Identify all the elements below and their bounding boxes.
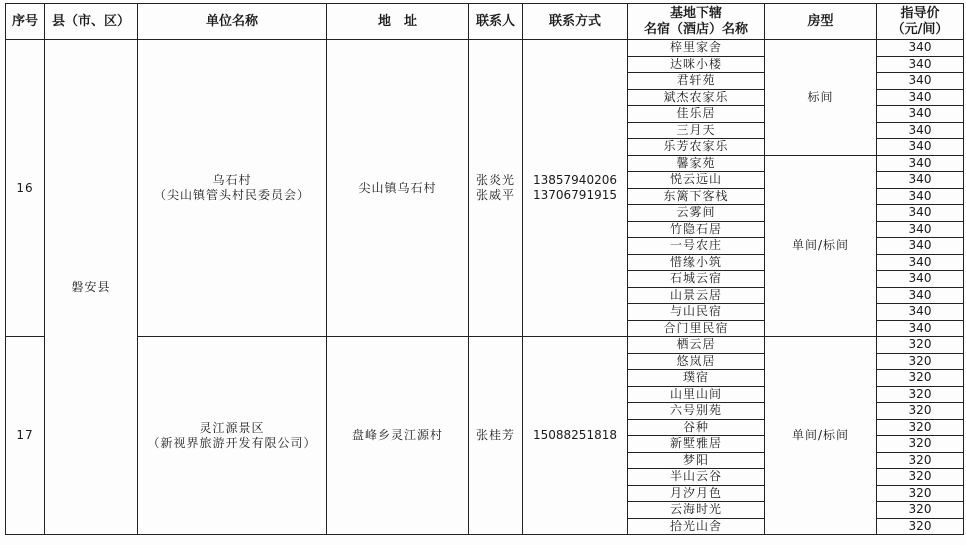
address-cell: 尖山镇乌石村: [327, 40, 469, 337]
price-cell: 340: [877, 139, 964, 156]
homestay-name-cell: 谷种: [628, 419, 765, 436]
price-cell: 340: [877, 254, 964, 271]
price-cell: 340: [877, 89, 964, 106]
header-price-line2: （元/间）: [891, 21, 949, 37]
price-cell: 340: [877, 238, 964, 255]
price-cell: 320: [877, 337, 964, 354]
price-cell: 340: [877, 56, 964, 73]
phone-cell: [523, 40, 628, 337]
unit-cell: [138, 40, 327, 337]
header-room-type: 房型: [765, 4, 877, 40]
price-cell: 320: [877, 353, 964, 370]
unit-subname: （尖山镇管头村民委员会）: [153, 188, 310, 202]
homestay-name-cell: 六号别苑: [628, 403, 765, 420]
table-body: [6, 40, 964, 535]
homestay-name-cell: 与山民宿: [628, 304, 765, 321]
price-cell: 340: [877, 221, 964, 238]
header-homestay-name: [628, 4, 765, 40]
contact-cell: [469, 40, 523, 337]
homestay-name-cell: 三月天: [628, 122, 765, 139]
homestay-name-cell: 达咪小楼: [628, 56, 765, 73]
phone-cell: [523, 337, 628, 535]
price-cell: 320: [877, 403, 964, 420]
homestay-name-cell: 璞宿: [628, 370, 765, 387]
homestay-name-cell: 竹隐石居: [628, 221, 765, 238]
homestay-name-cell: 拾光山舍: [628, 518, 765, 535]
homestay-name-cell: 合门里民宿: [628, 320, 765, 337]
price-cell: 340: [877, 287, 964, 304]
homestay-name-cell: 月汐月色: [628, 485, 765, 502]
header-homestay-line1: 基地下辖: [669, 5, 722, 21]
table-row: [6, 40, 964, 57]
homestay-name-cell: 栖云居: [628, 337, 765, 354]
phone-number-2: 13706791915: [533, 188, 617, 202]
homestay-price-table: [5, 3, 964, 535]
header-unit: 单位名称: [138, 4, 327, 40]
homestay-name-cell: 新墅雅居: [628, 436, 765, 453]
price-cell: 340: [877, 271, 964, 288]
homestay-name-cell: 佳乐居: [628, 106, 765, 123]
homestay-name-cell: 半山云谷: [628, 469, 765, 486]
homestay-name-cell: 云雾间: [628, 205, 765, 222]
unit-name: 乌石村: [212, 173, 252, 187]
table-row: [6, 337, 964, 354]
header-phone: 联系方式: [523, 4, 628, 40]
price-cell: 340: [877, 106, 964, 123]
county-cell: 磐安县: [45, 40, 138, 535]
price-cell: 340: [877, 40, 964, 57]
price-cell: 340: [877, 73, 964, 90]
homestay-name-cell: 梦阳: [628, 452, 765, 469]
price-cell: 320: [877, 518, 964, 535]
phone-number-1: 15088251818: [533, 428, 617, 442]
price-cell: 320: [877, 436, 964, 453]
price-cell: 340: [877, 155, 964, 172]
homestay-name-cell: 君轩苑: [628, 73, 765, 90]
homestay-name-cell: 惜缘小筑: [628, 254, 765, 271]
price-cell: 320: [877, 502, 964, 519]
header-contact: 联系人: [469, 4, 523, 40]
price-cell: 320: [877, 370, 964, 387]
price-cell: 320: [877, 386, 964, 403]
unit-subname: （新视界旅游开发有限公司）: [147, 435, 317, 450]
homestay-name-cell: 乐芳农家乐: [628, 139, 765, 156]
unit-name: 灵江源景区: [199, 420, 265, 435]
price-cell: 320: [877, 469, 964, 486]
homestay-name-cell: 山里山间: [628, 386, 765, 403]
unit-cell: [138, 337, 327, 535]
homestay-name-cell: 悠岚居: [628, 353, 765, 370]
price-cell: 340: [877, 122, 964, 139]
price-cell: 340: [877, 188, 964, 205]
homestay-name-cell: 山景云居: [628, 287, 765, 304]
address-cell: 盘峰乡灵江源村: [327, 337, 469, 535]
homestay-name-cell: 云海时光: [628, 502, 765, 519]
price-cell: 320: [877, 452, 964, 469]
contact-cell: [469, 337, 523, 535]
price-cell: 320: [877, 485, 964, 502]
header-homestay-line2: 名宿（酒店）名称: [643, 21, 748, 37]
homestay-name-cell: 一号农庄: [628, 238, 765, 255]
homestay-name-cell: 东篱下客栈: [628, 188, 765, 205]
header-address: 地 址: [327, 4, 469, 40]
price-cell: 320: [877, 419, 964, 436]
contact-name-1: 张炎光: [475, 173, 515, 187]
room-type-cell: 单间/标间: [765, 337, 877, 535]
homestay-name-cell: 斌杰农家乐: [628, 89, 765, 106]
price-cell: 340: [877, 172, 964, 189]
homestay-name-cell: 馨家苑: [628, 155, 765, 172]
homestay-name-cell: 梓里家舍: [628, 40, 765, 57]
header-county: 县（市、区）: [45, 4, 138, 40]
contact-name-2: 张威平: [475, 188, 515, 202]
homestay-name-cell: 悦云远山: [628, 172, 765, 189]
price-cell: 340: [877, 320, 964, 337]
seq-cell: 16: [6, 40, 45, 337]
phone-number-1: 13857940206: [533, 173, 617, 187]
header-seq: 序号: [6, 4, 45, 40]
seq-cell: 17: [6, 337, 45, 535]
homestay-name-cell: 石城云宿: [628, 271, 765, 288]
price-cell: 340: [877, 205, 964, 222]
header-price-line1: 指导价: [900, 5, 940, 21]
room-type-cell: 单间/标间: [765, 155, 877, 337]
header-row: [6, 4, 964, 40]
contact-name-1: 张桂芳: [475, 428, 515, 442]
price-cell: 340: [877, 304, 964, 321]
room-type-cell: 标间: [765, 40, 877, 156]
header-price: [877, 4, 964, 40]
